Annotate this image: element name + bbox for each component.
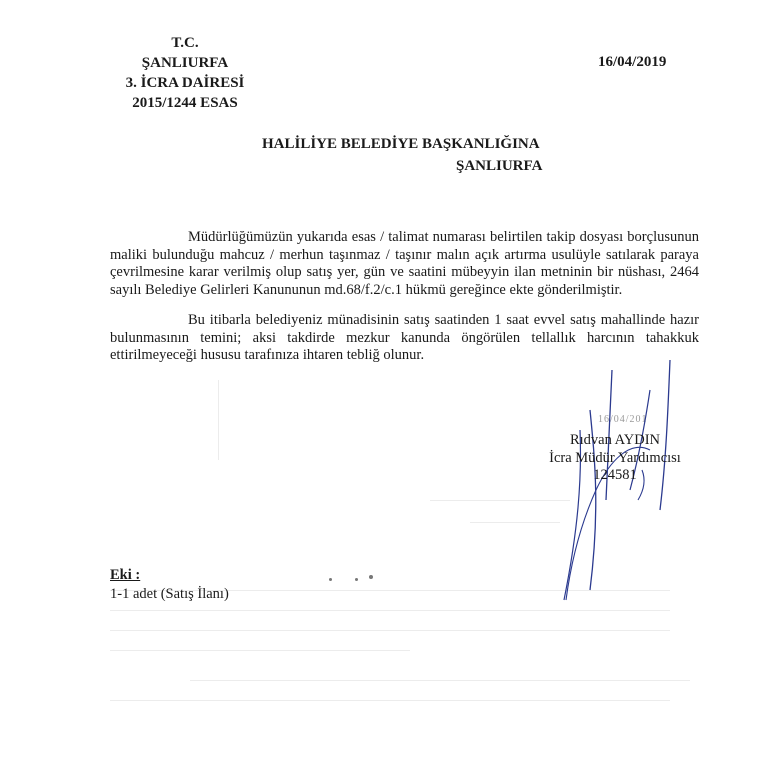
document-date: 16/04/2019 xyxy=(598,54,667,70)
bleed-line xyxy=(110,650,410,651)
header-line-country: T.C. xyxy=(171,35,199,51)
bleed-line xyxy=(110,630,670,631)
bleed-line xyxy=(190,680,690,681)
court-header xyxy=(100,33,270,113)
recipient-name: HALİLİYE BELEDİYE BAŞKANLIĞINA xyxy=(262,136,540,152)
bleed-line xyxy=(110,610,670,611)
attachments-section xyxy=(110,566,229,604)
bleed-line xyxy=(110,700,670,701)
header-line-city: ŞANLIURFA xyxy=(141,55,229,71)
body-paragraph-2: Bu itibarla belediyeniz münadisinin satış saatinden 1 saat evvel satış mahallinde hazır bulunmasının temini; aksi takdirde mezkur kanunda öngörülen tellallık harcının tahakkuk ettirilmeyeceği hususu tarafınıza ihtaren tebliğ olunur. xyxy=(110,312,699,363)
attachment-item: 1-1 adet (Satış İlanı) xyxy=(110,586,229,602)
signer-title: İcra Müdür Yardımcısı xyxy=(549,449,681,466)
recipient-city: ŞANLIURFA xyxy=(456,158,543,174)
signer-name: Rıdvan AYDIN xyxy=(569,432,661,448)
scan-speck xyxy=(355,578,358,581)
signature-block xyxy=(520,432,710,485)
scan-speck xyxy=(329,578,332,581)
body-paragraph-1: Müdürlüğümüzün yukarıda esas / talimat numarası belirtilen takip dosyası borçlusunun maliki bulunduğu mahcuz / merhun taşınmaz / taşınır malın açık artırma usulüyle satılarak paraya çevrilmesine karar verilmiş olup satış yer, gün ve saatini mübeyyin ilan metninin bir nüshası, 2464 sayılı Belediye Gelirleri Kanununun md.68/f.2/c.1 hükmü gereğince ekte gönderilmiştir. xyxy=(110,229,699,298)
stamp-date: 16/04/201 xyxy=(598,414,648,425)
attachments-title: Eki : xyxy=(110,567,141,583)
bleed-line xyxy=(218,380,219,460)
signer-number: 124581 xyxy=(593,467,637,483)
header-line-office: 3. İCRA DAİRESİ xyxy=(125,75,245,91)
scan-speck xyxy=(369,575,373,579)
header-line-case-number: 2015/1244 ESAS xyxy=(132,95,238,111)
